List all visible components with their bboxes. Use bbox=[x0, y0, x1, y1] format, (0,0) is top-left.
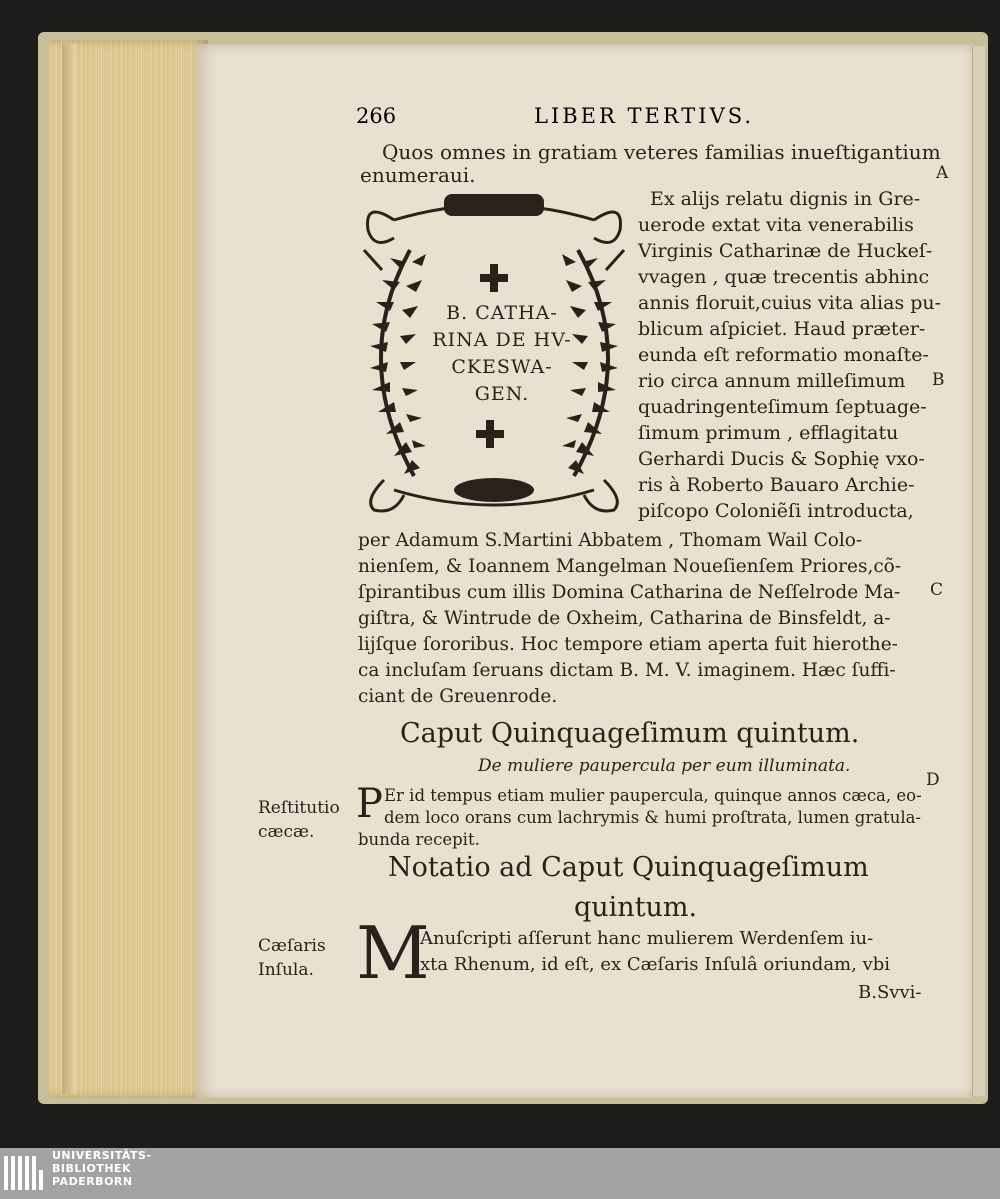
margin-letter-d: D bbox=[926, 770, 940, 790]
marginal-note bbox=[258, 796, 358, 844]
text-line: enumeraui. bbox=[360, 163, 476, 187]
text-line: xta Rhenum, id eſt, ex Cæſaris Inſulâ oriundam, vbi bbox=[420, 954, 891, 975]
chapter-title: Caput Quinquageſimum quintum. bbox=[400, 718, 860, 749]
cross-icon bbox=[476, 420, 504, 448]
text-line: dem loco orans cum lachrymis & humi proſtrata, lumen gratula- bbox=[384, 808, 922, 827]
text-line: Ex alijs relatu dignis in Gre- bbox=[650, 188, 921, 210]
running-head bbox=[356, 104, 936, 132]
text-line: nienſem, & Ioannem Mangelman Noueſienſem Priores,cõ- bbox=[358, 556, 902, 577]
vignette-line: RINA DE HV- bbox=[432, 329, 572, 351]
margin-letter-c: C bbox=[930, 580, 944, 600]
library-name-line: PADERBORN bbox=[52, 1175, 133, 1188]
text-line: giſtra, & Wintrude de Oxheim, Catharina de Binsfeldt, a- bbox=[358, 608, 891, 629]
library-name bbox=[52, 1149, 252, 1188]
text-line: Anuſcripti aſſerunt hanc mulierem Werdenſem iu- bbox=[420, 928, 874, 949]
text-line: Quos omnes in gratiam veteres familias inueſtigantium bbox=[382, 140, 941, 164]
library-footer bbox=[0, 1148, 1000, 1199]
binding-edge bbox=[62, 44, 76, 1094]
text-line: annis floruit,cuius vita alias pu- bbox=[638, 292, 942, 314]
text-line: vvagen , quæ trecentis abhinc bbox=[638, 266, 930, 288]
marginal-note-line: Reſtitutio bbox=[258, 798, 340, 818]
marginal-note-line: cæcæ. bbox=[258, 822, 315, 842]
text-line: Virginis Catharinæ de Huckeſ- bbox=[638, 240, 933, 262]
text-line: lijſque ſororibus. Hoc tempore etiam aperta fuit hierothe- bbox=[358, 634, 898, 655]
text-line: eunda eſt reformatio monaſte- bbox=[638, 344, 929, 366]
page-number: 266 bbox=[356, 104, 397, 128]
marginal-note-line: Inſula. bbox=[258, 960, 314, 980]
vignette-inscription bbox=[432, 300, 572, 408]
running-title: LIBER TERTIVS. bbox=[534, 104, 755, 128]
marginal-note-line: Cæſaris bbox=[258, 936, 326, 956]
text-line: Gerhardi Ducis & Sophię vxo- bbox=[638, 448, 925, 470]
text-line: ris à Roberto Bauaro Archie- bbox=[638, 474, 915, 496]
cross-icon bbox=[480, 264, 508, 292]
library-logo-icon bbox=[4, 1152, 48, 1194]
catchword: B.Svvi- bbox=[858, 982, 922, 1003]
drop-capital: M bbox=[356, 911, 430, 995]
vignette-line: B. CATHA- bbox=[446, 302, 558, 324]
drop-capital: P bbox=[356, 781, 383, 827]
text-line: uerode extat vita venerabilis bbox=[638, 214, 914, 236]
chapter-subtitle: De muliere paupercula per eum illuminata. bbox=[478, 756, 851, 776]
text-line: blicum aſpiciet. Haud præter- bbox=[638, 318, 926, 340]
marginal-note bbox=[258, 934, 358, 982]
text-line: per Adamum S.Martini Abbatem , Thomam Wail Colo- bbox=[358, 530, 863, 551]
facing-page-edge bbox=[972, 46, 985, 1096]
text-line: ſpirantibus cum illis Domina Catharina de Neſſelrode Ma- bbox=[358, 582, 901, 603]
text-line: piſcopo Coloniẽſi introducta, bbox=[638, 500, 914, 522]
vignette-line: CKESWA- bbox=[451, 356, 553, 378]
text-line: ſimum primum , efflagitatu bbox=[638, 422, 899, 444]
margin-letter-a: A bbox=[936, 163, 949, 183]
notatio-heading: Notatio ad Caput Quinquageſimum bbox=[388, 852, 869, 883]
library-name-line: BIBLIOTHEK bbox=[52, 1162, 132, 1175]
text-line: bunda recepit. bbox=[358, 830, 480, 849]
margin-letter-b: B bbox=[932, 370, 945, 390]
text-line: Er id tempus etiam mulier paupercula, quinque annos cæca, eo- bbox=[384, 786, 922, 805]
text-line: ciant de Greuenrode. bbox=[358, 686, 558, 707]
text-line: rio circa annum milleſimum bbox=[638, 370, 906, 392]
wreath-vignette bbox=[354, 190, 634, 520]
notatio-heading: quintum. bbox=[574, 892, 698, 923]
text-line: quadringenteſimum ſeptuage- bbox=[638, 396, 927, 418]
vignette-line: GEN. bbox=[474, 383, 530, 405]
text-line: ca incluſam ſeruans dictam B. M. V. imaginem. Hæc ſuffi- bbox=[358, 660, 896, 681]
library-name-line: UNIVERSITÄTS- bbox=[52, 1149, 152, 1162]
